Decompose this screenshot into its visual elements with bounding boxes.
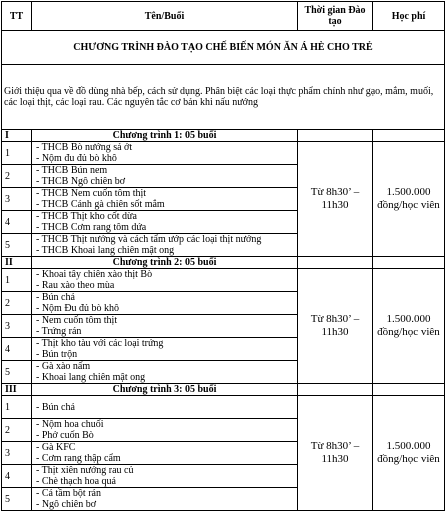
session-row (2, 269, 445, 292)
session-dishes (32, 292, 298, 315)
session-number: 4 (2, 465, 32, 488)
section-title: Chương trình 3: 05 buổi (32, 384, 298, 396)
training-time: Từ 8h30’ – 11h30 (298, 396, 373, 511)
section-time-blank (298, 257, 373, 269)
dish-item: - THCB Cánh gà chiên sốt mắm (36, 199, 165, 210)
section-fee-blank (373, 257, 445, 269)
session-dishes (32, 442, 298, 465)
training-time: Từ 8h30’ – 11h30 (298, 269, 373, 384)
session-number: 4 (2, 211, 32, 234)
dish-item: - THCB Thịt nướng và cách tẩm ướp các loại thịt nướng (36, 234, 262, 245)
section-fee-blank (373, 384, 445, 396)
dish-item: - Ngô chiên bơ (36, 499, 96, 510)
header-name: Tên/Buổi (32, 2, 298, 31)
session-number: 3 (2, 315, 32, 338)
dish-item: - THCB Bún nem (36, 165, 108, 176)
session-dishes (32, 396, 298, 419)
header-fee: Học phí (373, 2, 445, 31)
dish-item: - Cơm rang thập cẩm (36, 453, 121, 464)
section-number: I (2, 130, 32, 142)
session-dishes (32, 234, 298, 257)
session-number: 1 (2, 396, 32, 419)
header-time: Thời gian Đào tạo (298, 2, 373, 31)
dish-item: - THCB Bò nướng sả ớt (36, 142, 133, 153)
session-dishes (32, 315, 298, 338)
course-title: CHƯƠNG TRÌNH ĐÀO TẠO CHẾ BIẾN MÓN ĂN Á HÈ CHO TRẺ (2, 31, 445, 65)
section-number: III (2, 384, 32, 396)
dish-item: - THCB Ngô chiên bơ (36, 176, 125, 187)
session-number: 5 (2, 234, 32, 257)
header-row (2, 2, 445, 31)
dish-item: - Phở cuốn Bò (36, 430, 94, 441)
dish-item: - Chè thạch hoa quả (36, 476, 116, 487)
tuition-fee: 1.500.000 đồng/học viên (373, 396, 445, 511)
session-row (2, 396, 445, 419)
section-header-row (2, 130, 445, 142)
session-dishes (32, 465, 298, 488)
dish-item: - THCB Khoai lang chiên mật ong (36, 245, 175, 256)
dish-item: - Bún chả (36, 292, 75, 303)
course-intro-row (2, 64, 445, 129)
dish-item: - Thịt xiên nướng rau củ (36, 465, 134, 476)
section-title: Chương trình 2: 05 buổi (32, 257, 298, 269)
dish-item: - Nộm hoa chuối (36, 419, 104, 430)
session-number: 2 (2, 165, 32, 188)
section-fee-blank (373, 130, 445, 142)
dish-item: - Khoai lang chiên mật ong (36, 372, 146, 383)
tuition-fee: 1.500.000 đồng/học viên (373, 269, 445, 384)
dish-item: - Cá tầm bột rán (36, 488, 101, 499)
session-number: 2 (2, 419, 32, 442)
tuition-fee: 1.500.000 đồng/học viên (373, 142, 445, 257)
dish-item: - Bún chả (36, 401, 75, 413)
session-dishes (32, 488, 298, 511)
session-number: 2 (2, 292, 32, 315)
dish-item: - Gà xào nấm (36, 361, 91, 372)
dish-item: - Thịt kho tàu với các loại trứng (36, 338, 164, 349)
session-dishes (32, 165, 298, 188)
training-schedule-table (1, 1, 445, 511)
session-number: 5 (2, 361, 32, 384)
session-dishes (32, 211, 298, 234)
session-row (2, 142, 445, 165)
session-number: 3 (2, 442, 32, 465)
dish-item: - Gà KFC (36, 442, 76, 453)
course-intro: Giới thiệu qua về đồ dùng nhà bếp, cách sử dụng. Phân biệt các loại thực phẩm chính như gạo, mắm, muối, các loại thịt, các loại rau. Các nguyên tắc cơ bản khi nấu nướng (2, 64, 445, 129)
session-number: 4 (2, 338, 32, 361)
dish-item: - THCB Thịt kho cốt dừa (36, 211, 137, 222)
section-number: II (2, 257, 32, 269)
session-dishes (32, 142, 298, 165)
dish-item: - THCB Cơm rang tôm dứa (36, 222, 147, 233)
training-time: Từ 8h30’ – 11h30 (298, 142, 373, 257)
section-title: Chương trình 1: 05 buổi (32, 130, 298, 142)
course-title-row (2, 31, 445, 65)
session-dishes (32, 361, 298, 384)
dish-item: - Bún trộn (36, 349, 78, 360)
dish-item: - Nộm Đu đủ bò khô (36, 303, 120, 314)
session-number: 3 (2, 188, 32, 211)
session-dishes (32, 188, 298, 211)
dish-item: - Trứng rán (36, 326, 82, 337)
dish-item: - Nem cuốn tôm thịt (36, 315, 118, 326)
session-number: 1 (2, 142, 32, 165)
session-dishes (32, 419, 298, 442)
header-tt: TT (2, 2, 32, 31)
session-dishes (32, 269, 298, 292)
section-time-blank (298, 384, 373, 396)
session-number: 1 (2, 269, 32, 292)
section-time-blank (298, 130, 373, 142)
dish-item: - THCB Nem cuốn tôm thịt (36, 188, 147, 199)
section-header-row (2, 257, 445, 269)
session-dishes (32, 338, 298, 361)
session-number: 5 (2, 488, 32, 511)
dish-item: - Nộm đu đủ bò khô (36, 153, 117, 164)
section-header-row (2, 384, 445, 396)
dish-item: - Khoai tây chiên xào thịt Bò (36, 269, 153, 280)
dish-item: - Rau xào theo mùa (36, 280, 115, 291)
